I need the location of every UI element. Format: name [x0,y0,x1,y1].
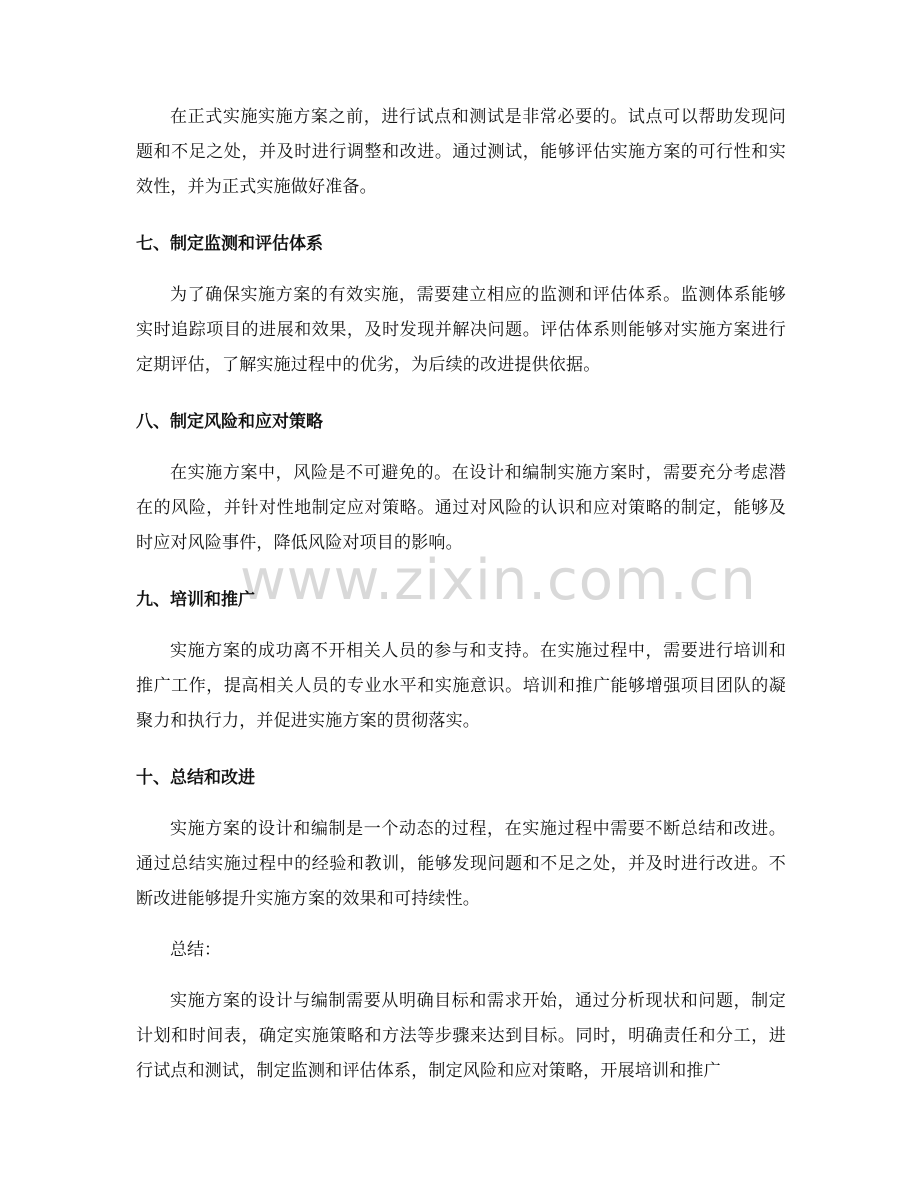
section-body-7: 为了确保实施方案的有效实施，需要建立相应的监测和评估体系。监测体系能够实时追踪项目的进展和效果，及时发现并解决问题。评估体系则能够对实施方案进行定期评估，了解实施过程中的优劣，为后续的改进提供依据。 [136,285,786,375]
section-body-8: 在实施方案中，风险是不可避免的。在设计和编制实施方案时，需要充分考虑潜在的风险，并针对性地制定应对策略。通过对风险的认识和应对策略的制定，能够及时应对风险事件，降低风险对项目的影响。 [136,463,786,553]
document-body [136,100,786,1089]
section-body-9: 实施方案的成功离不开相关人员的参与和支持。在实施过程中，需要进行培训和推广工作，提高相关人员的专业水平和实施意识。培训和推广能够增强项目团队的凝聚力和执行力，并促进实施方案的贯彻落实。 [136,641,786,731]
intro-paragraph: 在正式实施实施方案之前，进行试点和测试是非常必要的。试点可以帮助发现问题和不足之处，并及时进行调整和改进。通过测试，能够评估实施方案的可行性和实效性，并为正式实施做好准备。 [136,107,786,197]
watermark: www.zixin.com.cn [240,548,757,613]
section-body-10: 实施方案的设计和编制是一个动态的过程，在实施过程中需要不断总结和改进。通过总结实施过程中的经验和教训，能够发现问题和不足之处，并及时进行改进。不断改进能够提升实施方案的效果和可持续性。 [136,819,786,909]
section-heading-9: 九、培训和推广 [136,590,255,610]
summary-paragraph: 实施方案的设计与编制需要从明确目标和需求开始，通过分析现状和问题，制定计划和时间表，确定实施策略和方法等步骤来达到目标。同时，明确责任和分工，进行试点和测试，制定监测和评估体系，制定风险和应对策略，开展培训和推广 [136,991,786,1081]
summary-label: 总结： [170,940,221,960]
section-heading-7: 七、制定监测和评估体系 [136,234,323,254]
section-heading-10: 十、总结和改进 [136,768,255,788]
section-heading-8: 八、制定风险和应对策略 [136,412,323,432]
